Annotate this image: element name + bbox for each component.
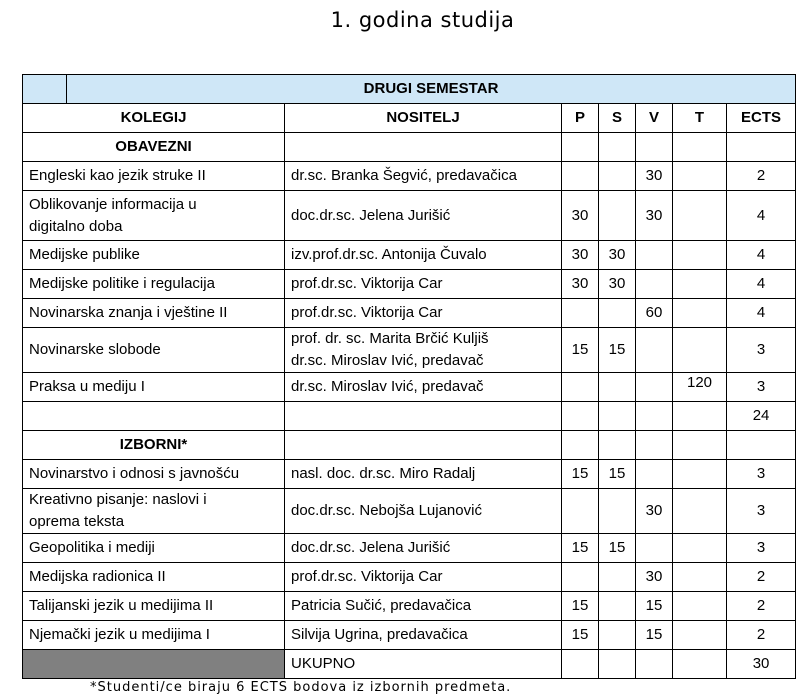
total-ects: 30	[727, 650, 796, 679]
hours-t	[673, 489, 727, 534]
table-row	[23, 621, 796, 650]
hours-p: 30	[562, 270, 599, 299]
course-name-line: oprema teksta	[29, 513, 125, 530]
ects-value: 4	[727, 191, 796, 241]
empty-cell	[636, 650, 673, 679]
table-row	[23, 241, 796, 270]
hours-t	[673, 270, 727, 299]
ects-value: 2	[727, 592, 796, 621]
hours-v: 30	[636, 162, 673, 191]
lecturer-name-line: dr.sc. Miroslav Ivić, predavač	[291, 352, 484, 369]
hours-v: 15	[636, 621, 673, 650]
hours-t	[673, 328, 727, 373]
hours-t	[673, 563, 727, 592]
course-name: Engleski kao jezik struke II	[23, 162, 285, 191]
hours-s	[599, 162, 636, 191]
hours-p: 15	[562, 328, 599, 373]
empty-cell	[599, 402, 636, 431]
col-header-course: KOLEGIJ	[23, 104, 285, 133]
hours-v: 30	[636, 563, 673, 592]
empty-cell	[562, 402, 599, 431]
empty-cell	[673, 133, 727, 162]
ects-value: 4	[727, 270, 796, 299]
hours-p	[562, 373, 599, 402]
table-row	[23, 162, 796, 191]
ects-value: 4	[727, 299, 796, 328]
empty-cell	[727, 431, 796, 460]
empty-cell	[23, 402, 285, 431]
hours-v	[636, 241, 673, 270]
hours-t-value: 120	[686, 374, 713, 391]
empty-cell	[285, 431, 562, 460]
ects-value: 4	[727, 241, 796, 270]
hours-p: 15	[562, 460, 599, 489]
ects-value: 3	[727, 489, 796, 534]
col-header-p: P	[562, 104, 599, 133]
hours-s	[599, 563, 636, 592]
hours-s: 15	[599, 534, 636, 563]
lecturer-name: izv.prof.dr.sc. Antonija Čuvalo	[285, 241, 562, 270]
empty-cell	[673, 431, 727, 460]
empty-cell	[562, 431, 599, 460]
hours-p: 15	[562, 592, 599, 621]
hours-t	[673, 191, 727, 241]
lecturer-name: nasl. doc. dr.sc. Miro Radalj	[285, 460, 562, 489]
elective-section-row	[23, 431, 796, 460]
hours-p	[562, 563, 599, 592]
course-name: Geopolitika i mediji	[23, 534, 285, 563]
hours-p: 15	[562, 621, 599, 650]
hours-s	[599, 489, 636, 534]
table-row	[23, 270, 796, 299]
hours-v	[636, 328, 673, 373]
hours-s: 30	[599, 241, 636, 270]
course-name: Novinarska znanja i vještine II	[23, 299, 285, 328]
hours-s	[599, 191, 636, 241]
hours-p: 30	[562, 241, 599, 270]
semester-title: DRUGI SEMESTAR	[67, 75, 796, 104]
col-header-s: S	[599, 104, 636, 133]
empty-cell	[599, 133, 636, 162]
table-row	[23, 563, 796, 592]
hours-p: 15	[562, 534, 599, 563]
hours-s	[599, 592, 636, 621]
course-name: Novinarske slobode	[23, 328, 285, 373]
course-name: Novinarstvo i odnosi s javnošću	[23, 460, 285, 489]
empty-cell	[636, 431, 673, 460]
empty-cell	[562, 650, 599, 679]
ects-value: 3	[727, 534, 796, 563]
page-title: 1. godina studija	[330, 8, 515, 32]
col-header-lecturer: NOSITELJ	[285, 104, 562, 133]
hours-t	[673, 299, 727, 328]
course-name	[23, 489, 285, 534]
empty-cell	[673, 402, 727, 431]
table-row	[23, 592, 796, 621]
ects-value: 2	[727, 162, 796, 191]
hours-v	[636, 270, 673, 299]
col-header-t: T	[673, 104, 727, 133]
hours-t	[673, 460, 727, 489]
course-name: Medijska radionica II	[23, 563, 285, 592]
total-label: UKUPNO	[285, 650, 562, 679]
course-name-line: Kreativno pisanje: naslovi i	[29, 491, 207, 508]
hours-s	[599, 373, 636, 402]
table-row	[23, 534, 796, 563]
lecturer-name: prof.dr.sc. Viktorija Car	[285, 299, 562, 328]
course-name: Medijske publike	[23, 241, 285, 270]
lecturer-name: prof.dr.sc. Viktorija Car	[285, 270, 562, 299]
ects-value: 3	[727, 460, 796, 489]
hours-s	[599, 621, 636, 650]
table-row	[23, 299, 796, 328]
hours-p	[562, 489, 599, 534]
hours-t	[673, 373, 727, 402]
hours-v	[636, 460, 673, 489]
header-row	[23, 104, 796, 133]
hours-s: 15	[599, 460, 636, 489]
course-name: Njemački jezik u medijima I	[23, 621, 285, 650]
empty-cell	[285, 133, 562, 162]
hours-t	[673, 621, 727, 650]
ects-value: 2	[727, 621, 796, 650]
elective-section-label: IZBORNI*	[23, 431, 285, 460]
course-name: Medijske politike i regulacija	[23, 270, 285, 299]
footnote: *Studenti/ce biraju 6 ECTS bodova iz izbornih predmeta.	[90, 680, 512, 695]
table-row	[23, 460, 796, 489]
empty-cell	[562, 133, 599, 162]
semester-row	[23, 75, 796, 104]
hours-t	[673, 592, 727, 621]
empty-cell	[727, 133, 796, 162]
hours-v: 15	[636, 592, 673, 621]
mandatory-section-row	[23, 133, 796, 162]
ects-value: 3	[727, 373, 796, 402]
table-row	[23, 373, 796, 402]
lecturer-name: dr.sc. Branka Šegvić, predavačica	[285, 162, 562, 191]
hours-t	[673, 241, 727, 270]
semester-marker-cell	[23, 75, 67, 104]
hours-v: 30	[636, 489, 673, 534]
course-table	[22, 74, 796, 679]
hours-p	[562, 162, 599, 191]
empty-cell	[285, 402, 562, 431]
empty-cell	[636, 402, 673, 431]
subtotal-row	[23, 402, 796, 431]
hours-v	[636, 534, 673, 563]
lecturer-name: doc.dr.sc. Nebojša Lujanović	[285, 489, 562, 534]
lecturer-name-line: prof. dr. sc. Marita Brčić Kuljiš	[291, 330, 489, 347]
hours-s	[599, 299, 636, 328]
lecturer-name: Silvija Ugrina, predavačica	[285, 621, 562, 650]
ects-value: 2	[727, 563, 796, 592]
hours-v	[636, 373, 673, 402]
col-header-v: V	[636, 104, 673, 133]
hours-v: 30	[636, 191, 673, 241]
lecturer-name: prof.dr.sc. Viktorija Car	[285, 563, 562, 592]
hours-t	[673, 162, 727, 191]
ects-value: 3	[727, 328, 796, 373]
course-name: Talijanski jezik u medijima II	[23, 592, 285, 621]
lecturer-name: doc.dr.sc. Jelena Jurišić	[285, 191, 562, 241]
hours-s: 30	[599, 270, 636, 299]
total-row	[23, 650, 796, 679]
empty-cell	[599, 431, 636, 460]
lecturer-name	[285, 328, 562, 373]
subtotal-ects: 24	[727, 402, 796, 431]
hours-v: 60	[636, 299, 673, 328]
lecturer-name: doc.dr.sc. Jelena Jurišić	[285, 534, 562, 563]
table-row	[23, 328, 796, 373]
course-name	[23, 191, 285, 241]
mandatory-section-label: OBAVEZNI	[23, 133, 285, 162]
hours-p	[562, 299, 599, 328]
table-row	[23, 489, 796, 534]
empty-cell	[636, 133, 673, 162]
course-name: Praksa u mediju I	[23, 373, 285, 402]
hours-p: 30	[562, 191, 599, 241]
col-header-ects: ECTS	[727, 104, 796, 133]
course-name-line: digitalno doba	[29, 217, 123, 235]
hours-t	[673, 534, 727, 563]
hours-s: 15	[599, 328, 636, 373]
table-row	[23, 191, 796, 241]
lecturer-name: dr.sc. Miroslav Ivić, predavač	[285, 373, 562, 402]
lecturer-name: Patricia Sučić, predavačica	[285, 592, 562, 621]
empty-cell	[673, 650, 727, 679]
empty-cell	[599, 650, 636, 679]
course-name-line: Oblikovanje informacija u	[29, 195, 197, 213]
total-grey-cell	[23, 650, 285, 679]
